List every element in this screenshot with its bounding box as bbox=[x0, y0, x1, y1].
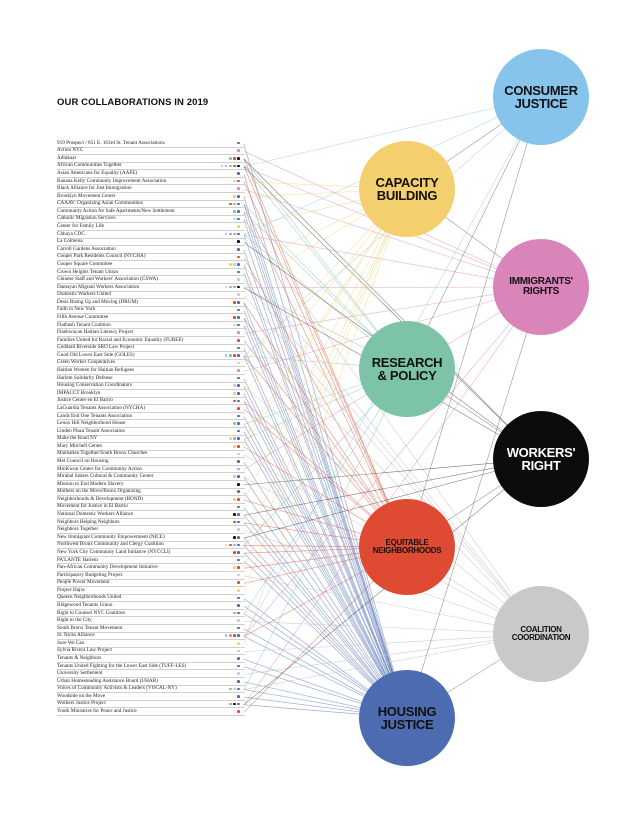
category-dots bbox=[237, 657, 240, 660]
category-dot bbox=[225, 233, 228, 236]
category-circles bbox=[359, 49, 589, 766]
org-row bbox=[57, 223, 245, 231]
org-name: Carroll Gardens Association bbox=[57, 245, 116, 252]
category-dot bbox=[237, 703, 240, 706]
category-dots bbox=[237, 309, 240, 312]
org-name: Met Council on Housing bbox=[57, 457, 109, 464]
org-name: People Power Movement bbox=[57, 579, 110, 586]
category-label: IMMIGRANTS' RIGHTS bbox=[509, 276, 573, 297]
category-dots bbox=[225, 354, 240, 357]
category-dot bbox=[233, 445, 236, 448]
category-dot bbox=[237, 142, 240, 145]
org-name: CAAAV: Organizing Asian Communities bbox=[57, 200, 143, 207]
org-name: St. Nicks Alliance bbox=[57, 632, 95, 639]
org-name: University Settlement bbox=[57, 670, 103, 677]
category-dot bbox=[237, 172, 240, 175]
org-name: Banana Kelly Community Improvement Association bbox=[57, 177, 167, 184]
category-dots bbox=[233, 400, 240, 403]
org-name: Neighborhoods & Development (BOND) bbox=[57, 495, 144, 502]
category-dot bbox=[237, 445, 240, 448]
category-dot bbox=[233, 566, 236, 569]
org-name: African Communities Together bbox=[57, 162, 122, 169]
category-dots bbox=[237, 339, 240, 342]
category-dot bbox=[237, 339, 240, 342]
category-dot bbox=[233, 612, 236, 615]
org-name: Cooper Square Committee bbox=[57, 260, 113, 267]
category-dots bbox=[233, 324, 240, 327]
org-name: Housing Conservation Coordinators bbox=[57, 382, 132, 389]
org-name: Ridgewood Tenants Union bbox=[57, 601, 113, 608]
category-dots bbox=[225, 286, 240, 289]
category-dot bbox=[237, 278, 240, 281]
connection-line bbox=[244, 235, 407, 718]
category-dots bbox=[237, 483, 240, 486]
org-name: Justice Center en El Barrio bbox=[57, 397, 113, 404]
category-dot bbox=[237, 430, 240, 433]
category-dot bbox=[237, 634, 240, 637]
category-dot bbox=[229, 544, 232, 547]
category-dot bbox=[237, 240, 240, 243]
category-dot bbox=[237, 551, 240, 554]
category-dot bbox=[237, 392, 240, 395]
category-dot bbox=[233, 286, 236, 289]
category-dot bbox=[233, 400, 236, 403]
category-dot bbox=[237, 369, 240, 372]
category-dot bbox=[229, 688, 232, 691]
category-dot bbox=[237, 165, 240, 168]
category-dot bbox=[237, 354, 240, 357]
category-dots bbox=[237, 506, 240, 509]
category-dots bbox=[229, 703, 240, 706]
category-dots bbox=[237, 369, 240, 372]
org-name: Adhikaar bbox=[57, 154, 77, 161]
category-dots bbox=[237, 430, 240, 433]
org-name: Sure We Can bbox=[57, 639, 85, 646]
org-name: Goddard Riverside SRO Law Project bbox=[57, 344, 135, 351]
category-dot bbox=[233, 521, 236, 524]
category-dot bbox=[233, 218, 236, 221]
org-name: Movement for Justice in El Barrio bbox=[57, 503, 129, 510]
org-name: Damayan Migrant Workers Association bbox=[57, 283, 140, 290]
org-name: Fifth Avenue Committee bbox=[57, 314, 109, 320]
category-dots bbox=[237, 642, 240, 645]
category-dot bbox=[237, 506, 240, 509]
category-dot bbox=[229, 233, 232, 236]
category-dots bbox=[237, 240, 240, 243]
category-dot bbox=[237, 316, 240, 319]
category-dots bbox=[237, 710, 240, 713]
org-name: South Bronx Tenant Movement bbox=[57, 624, 123, 631]
category-dots bbox=[233, 566, 240, 569]
category-dots bbox=[233, 551, 240, 554]
category-dots bbox=[229, 688, 240, 691]
org-name: Desis Rising Up and Moving (DRUM) bbox=[57, 298, 138, 305]
category-dots bbox=[233, 210, 240, 213]
category-dot bbox=[233, 195, 236, 198]
org-name: Mary Mitchell Center bbox=[57, 442, 103, 449]
category-label: WORKERS' RIGHT bbox=[506, 445, 576, 473]
category-dot bbox=[233, 210, 236, 213]
category-dot bbox=[233, 544, 236, 547]
org-name: Participatory Budgeting Project bbox=[57, 571, 123, 578]
category-dots bbox=[229, 157, 240, 160]
org-name: Center for Family Life bbox=[57, 223, 105, 230]
category-dots bbox=[233, 612, 240, 615]
category-dots bbox=[237, 490, 240, 493]
org-name: Make the Road NY bbox=[57, 435, 98, 442]
category-dot bbox=[237, 293, 240, 296]
org-name: Brooklyn Movement Center bbox=[57, 192, 116, 199]
category-dots bbox=[237, 278, 240, 281]
category-dot bbox=[233, 634, 236, 637]
category-dot bbox=[233, 688, 236, 691]
category-dot bbox=[237, 347, 240, 350]
category-dot bbox=[233, 354, 236, 357]
category-dot bbox=[237, 362, 240, 365]
category-dots bbox=[237, 331, 240, 334]
connection-line bbox=[244, 250, 407, 718]
org-name: Mothers on the Move/Bronx Organizing bbox=[57, 488, 141, 495]
category-dot bbox=[229, 263, 232, 266]
category-dot bbox=[225, 165, 228, 168]
category-dots bbox=[237, 528, 240, 531]
category-dot bbox=[237, 498, 240, 501]
org-name: Northwest Bronx Community and Clergy Coalition bbox=[57, 541, 164, 548]
org-name: Urban Homesteading Assistance Board (UHAB) bbox=[57, 677, 158, 684]
category-dot bbox=[237, 672, 240, 675]
category-dot bbox=[225, 354, 228, 357]
category-dot bbox=[237, 187, 240, 190]
category-dots bbox=[237, 581, 240, 584]
category-dot bbox=[233, 263, 236, 266]
category-dots bbox=[233, 475, 240, 478]
category-dot bbox=[233, 301, 236, 304]
category-dot bbox=[237, 149, 240, 152]
category-dot bbox=[237, 218, 240, 221]
category-dot bbox=[237, 324, 240, 327]
category-dots bbox=[237, 680, 240, 683]
org-row bbox=[57, 633, 245, 641]
org-name: Workers Justice Project bbox=[57, 700, 106, 707]
category-dot bbox=[233, 513, 236, 516]
org-name: Catholic Migration Services bbox=[57, 215, 116, 222]
category-dots bbox=[237, 672, 240, 675]
category-dots bbox=[237, 271, 240, 274]
category-dot bbox=[237, 544, 240, 547]
category-dot bbox=[237, 642, 240, 645]
category-dot bbox=[237, 528, 240, 531]
org-name: Good Old Lower East Side (GOLES) bbox=[57, 351, 135, 358]
category-dot bbox=[237, 460, 240, 463]
category-dots bbox=[237, 415, 240, 418]
category-dots bbox=[233, 384, 240, 387]
category-label: EQUITABLE NEIGHBORHOODS bbox=[372, 538, 442, 555]
category-dot bbox=[233, 233, 236, 236]
category-dot bbox=[233, 392, 236, 395]
org-name: Mirabal Sisters Cultural & Community Center bbox=[57, 473, 154, 480]
org-name: 919 Prospect / 851 E. 163rd St. Tenant Associations bbox=[57, 139, 165, 146]
category-dot bbox=[237, 180, 240, 183]
org-name: Black Alliance for Just Immigration bbox=[57, 185, 132, 192]
org-name: MinKwon Center for Community Action bbox=[57, 465, 143, 472]
category-dot bbox=[237, 513, 240, 516]
category-dot bbox=[237, 415, 240, 418]
category-dot bbox=[233, 475, 236, 478]
org-name: Action NYC bbox=[57, 147, 84, 154]
org-name: La Colmena bbox=[57, 238, 83, 245]
category-dots bbox=[225, 233, 240, 236]
category-dots bbox=[237, 695, 240, 698]
category-dot bbox=[221, 165, 224, 168]
org-name: Tenants United Fighting for the Lower East Side (TUFF-LES) bbox=[57, 662, 187, 669]
category-dots bbox=[237, 256, 240, 259]
category-dot bbox=[233, 384, 236, 387]
category-dots bbox=[237, 627, 240, 630]
org-row bbox=[57, 148, 245, 156]
category-dot bbox=[237, 157, 240, 160]
category-dots bbox=[225, 634, 240, 637]
category-dots bbox=[233, 180, 240, 183]
org-row bbox=[57, 231, 245, 239]
category-dots bbox=[237, 187, 240, 190]
category-dot bbox=[233, 703, 236, 706]
category-dot bbox=[237, 475, 240, 478]
category-dots bbox=[237, 468, 240, 471]
org-row bbox=[57, 580, 245, 588]
category-label: RESEARCH & POLICY bbox=[371, 355, 443, 383]
category-dot bbox=[237, 688, 240, 691]
category-dot bbox=[237, 422, 240, 425]
category-dots bbox=[237, 293, 240, 296]
category-dots bbox=[237, 665, 240, 668]
category-dot bbox=[237, 286, 240, 289]
category-dots bbox=[229, 263, 240, 266]
category-dot bbox=[237, 453, 240, 456]
org-name: Neighbors Helping Neighbors bbox=[57, 518, 120, 525]
org-name: Cooper Park Residents Council (NYCHA) bbox=[57, 253, 146, 260]
category-dot bbox=[233, 180, 236, 183]
category-dots bbox=[237, 407, 240, 410]
category-dot bbox=[233, 316, 236, 319]
category-dot bbox=[237, 331, 240, 334]
category-dot bbox=[229, 437, 232, 440]
category-dots bbox=[237, 142, 240, 145]
category-dots bbox=[237, 589, 240, 592]
category-dots bbox=[221, 165, 240, 168]
org-name: Faith in New York bbox=[57, 306, 96, 313]
category-dots bbox=[229, 437, 240, 440]
category-dots bbox=[237, 362, 240, 365]
category-dot bbox=[237, 574, 240, 577]
org-name: Families United for Racial and Economic Equality (FUREE) bbox=[57, 336, 184, 343]
category-dot bbox=[229, 354, 232, 357]
category-dots bbox=[237, 453, 240, 456]
category-dot bbox=[237, 407, 240, 410]
org-name: Lenox Hill Neighborhood House bbox=[57, 420, 126, 427]
category-dots bbox=[237, 559, 240, 562]
category-dot bbox=[237, 384, 240, 387]
category-dot bbox=[237, 657, 240, 660]
category-dot bbox=[225, 544, 228, 547]
org-name: Chhaya CDC bbox=[57, 230, 85, 237]
org-name: Voices of Community Activists & Leaders (VOCAL-NY) bbox=[57, 685, 177, 692]
category-dot bbox=[237, 490, 240, 493]
category-dot bbox=[237, 377, 240, 380]
org-name: Chinese Staff and Workers' Association (CSWA) bbox=[57, 276, 159, 283]
org-name: Harlem Solidarity Defense bbox=[57, 374, 113, 381]
category-dot bbox=[229, 286, 232, 289]
org-name: Flatbush Tenant Coalition bbox=[57, 321, 111, 328]
org-name: Linden Plaza Tenant Association bbox=[57, 427, 125, 434]
org-name: Flanbwayan Haitian Literacy Project bbox=[57, 329, 134, 336]
category-dot bbox=[237, 437, 240, 440]
category-dot bbox=[229, 157, 232, 160]
category-dot bbox=[237, 589, 240, 592]
org-name: Domestic Workers United bbox=[57, 291, 111, 298]
category-dot bbox=[237, 650, 240, 653]
category-dots bbox=[237, 377, 240, 380]
category-dot bbox=[237, 400, 240, 403]
org-name: National Domestic Workers Alliance bbox=[57, 511, 134, 518]
category-dot bbox=[233, 157, 236, 160]
category-dot bbox=[237, 619, 240, 622]
category-dots bbox=[233, 498, 240, 501]
category-dot bbox=[237, 301, 240, 304]
page-title: OUR COLLABORATIONS IN 2019 bbox=[57, 97, 209, 108]
org-name: Neighbors Together bbox=[57, 526, 99, 533]
category-dots bbox=[233, 392, 240, 395]
category-dot bbox=[237, 710, 240, 713]
category-dot bbox=[237, 581, 240, 584]
org-name: PA'LANTE Harlem bbox=[57, 556, 98, 563]
category-dot bbox=[237, 680, 240, 683]
category-dot bbox=[237, 604, 240, 607]
org-name: IMPACCT Brooklyn bbox=[57, 389, 101, 396]
category-dot bbox=[237, 203, 240, 206]
org-name: New York City Community Land Initiative (NYCCLI) bbox=[57, 548, 171, 555]
category-dot bbox=[229, 203, 232, 206]
category-dot bbox=[237, 309, 240, 312]
org-name: Lands End One Tenants Association bbox=[57, 412, 133, 419]
category-dot bbox=[237, 521, 240, 524]
category-dot bbox=[229, 703, 232, 706]
category-dots bbox=[233, 513, 240, 516]
org-name: Project Hajra bbox=[57, 586, 85, 593]
category-dot bbox=[237, 263, 240, 266]
category-dots bbox=[225, 544, 240, 547]
category-dots bbox=[237, 172, 240, 175]
category-dot bbox=[237, 195, 240, 198]
category-dots bbox=[237, 248, 240, 251]
org-name: Right to Counsel NYC Coalition bbox=[57, 609, 126, 616]
category-dots bbox=[233, 195, 240, 198]
category-dot bbox=[237, 468, 240, 471]
category-dot bbox=[233, 551, 236, 554]
category-dot bbox=[237, 559, 240, 562]
category-dots bbox=[237, 650, 240, 653]
org-name: Green Worker Cooperatives bbox=[57, 359, 115, 366]
category-dots bbox=[237, 460, 240, 463]
category-dot bbox=[237, 233, 240, 236]
category-dots bbox=[233, 301, 240, 304]
org-name: Crown Heights Tenant Union bbox=[57, 268, 119, 275]
category-dots bbox=[229, 203, 240, 206]
org-name: Youth Ministries for Peace and Justice bbox=[57, 708, 137, 715]
category-label: CONSUMER JUSTICE bbox=[504, 83, 578, 111]
category-dot bbox=[233, 437, 236, 440]
category-dot bbox=[237, 210, 240, 213]
category-dot bbox=[237, 536, 240, 539]
org-row bbox=[57, 708, 245, 716]
category-label: HOUSING JUSTICE bbox=[377, 704, 437, 732]
category-label: COALITION COORDINATION bbox=[511, 625, 571, 642]
category-dot bbox=[233, 498, 236, 501]
category-dots bbox=[233, 218, 240, 221]
organization-list bbox=[57, 140, 245, 716]
category-dot bbox=[237, 248, 240, 251]
category-dot bbox=[237, 665, 240, 668]
org-name: Community Action for Safe Apartments/New Settlement bbox=[57, 207, 175, 214]
org-name: Haitian Women for Haitian Refugees bbox=[57, 367, 134, 374]
org-name: Queens Neighborhoods United bbox=[57, 594, 122, 601]
category-dots bbox=[237, 149, 240, 152]
category-dots bbox=[237, 347, 240, 350]
category-dots bbox=[233, 536, 240, 539]
category-label: CAPACITY BUILDING bbox=[375, 175, 439, 203]
category-dot bbox=[237, 566, 240, 569]
category-dot bbox=[233, 165, 236, 168]
category-dots bbox=[237, 619, 240, 622]
org-name: New Immigrant Community Empowerment (NICE) bbox=[57, 533, 165, 540]
category-dot bbox=[229, 165, 232, 168]
category-dot bbox=[233, 203, 236, 206]
category-dots bbox=[237, 225, 240, 228]
org-name: Woodside on the Move bbox=[57, 692, 106, 699]
category-dot bbox=[233, 324, 236, 327]
org-name: Asian Americans for Equality (AAFE) bbox=[57, 170, 138, 177]
category-dot bbox=[237, 695, 240, 698]
org-row bbox=[57, 140, 245, 148]
category-dots bbox=[237, 597, 240, 600]
org-name: Manhattan Together/South Bronx Churches bbox=[57, 450, 148, 457]
category-dot bbox=[225, 634, 228, 637]
category-dot bbox=[237, 627, 240, 630]
org-name: LaGuardia Tenants Association (NYCHA) bbox=[57, 404, 146, 411]
category-dot bbox=[237, 612, 240, 615]
category-dot bbox=[237, 225, 240, 228]
category-dot bbox=[229, 634, 232, 637]
category-dots bbox=[237, 574, 240, 577]
category-dots bbox=[233, 422, 240, 425]
category-dot bbox=[233, 536, 236, 539]
category-dots bbox=[233, 521, 240, 524]
category-dot bbox=[237, 483, 240, 486]
org-name: Sylvia Rivera Law Project bbox=[57, 647, 112, 654]
category-dot bbox=[237, 271, 240, 274]
org-name: Tenants & Neighbors bbox=[57, 655, 102, 662]
category-dot bbox=[225, 286, 228, 289]
category-dots bbox=[233, 316, 240, 319]
category-dot bbox=[237, 256, 240, 259]
org-name: Mission to End Modern Slavery bbox=[57, 480, 124, 487]
org-name: Right to the City bbox=[57, 617, 92, 624]
category-dot bbox=[237, 597, 240, 600]
category-dots bbox=[233, 445, 240, 448]
org-name: Pan-African Community Development Initiative bbox=[57, 564, 158, 571]
category-dots bbox=[237, 604, 240, 607]
category-dot bbox=[233, 422, 236, 425]
